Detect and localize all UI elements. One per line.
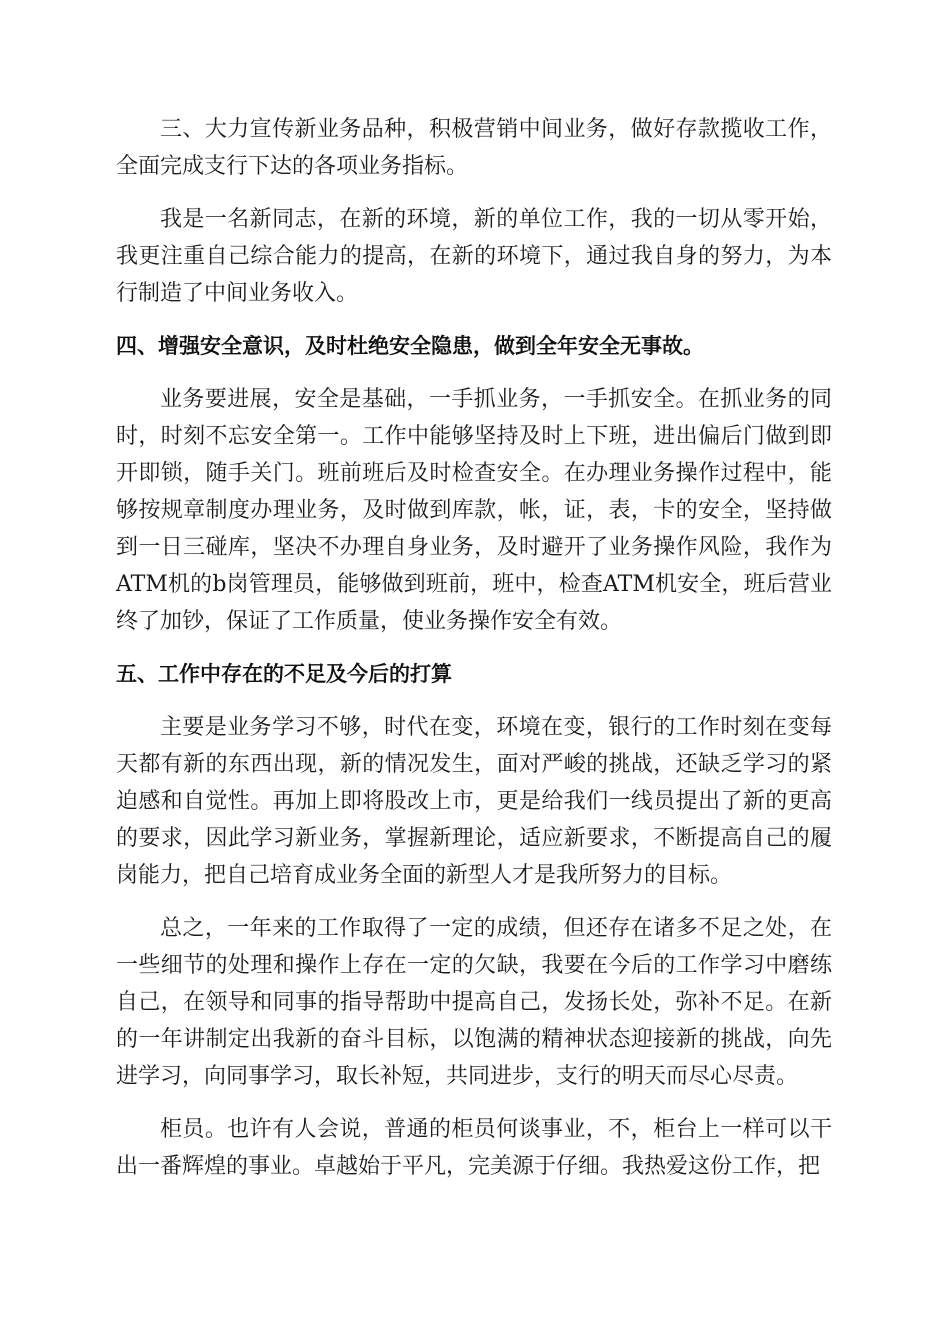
paragraph-safety: 业务要进展，安全是基础，一手抓业务，一手抓安全。在抓业务的同时，时刻不忘安全第一。工作中能够坚持及时上下班，进出偏后门做到即开即锁，随手关门。班前班后及时检查安全。在办理业务操作过程中，能够按规章制度办理业务，及时做到库款，帐，证，表，卡的安全，坚持做到一日三碰库，坚决不办理自身业务，及时避开了业务操作风险，我作为ATM机的b岗管理员，能够做到班前，班中，检查ATM机安全，班后营业终了加钞，保证了工作质量，使业务操作安全有效。 xyxy=(116,387,832,634)
paragraph-section-three: 三、大力宣传新业务品种，积极营销中间业务，做好存款揽收工作，全面完成支行下达的各项业务指标。 xyxy=(116,117,832,179)
document-body xyxy=(116,111,832,1201)
paragraph-summary: 总之，一年来的工作取得了一定的成绩，但还存在诸多不足之处，在一些细节的处理和操作上存在一定的欠缺，我要在今后的工作学习中磨练自己，在领导和同事的指导帮助中提高自己，发扬长处，弥补不足。在新的一年讲制定出我新的奋斗目标，以饱满的精神状态迎接新的挑战，向先进学习，向同事学习，取长补短，共同进步，支行的明天而尽心尽责。 xyxy=(116,916,832,1089)
heading-section-five: 五、工作中存在的不足及今后的打算 xyxy=(116,662,452,686)
paragraph-new-colleague: 我是一名新同志，在新的环境，新的单位工作，我的一切从零开始，我更注重自己综合能力的提高，在新的环境下，通过我自身的努力，为本行制造了中间业务收入。 xyxy=(116,207,832,306)
heading-section-four: 四、增强安全意识，及时杜绝安全隐患，做到全年安全无事故。 xyxy=(116,334,704,358)
paragraph-shortcomings: 主要是业务学习不够，时代在变，环境在变，银行的工作时刻在变每天都有新的东西出现，新的情况发生，面对严峻的挑战，还缺乏学习的紧迫感和自觉性。再加上即将股改上市，更是给我们一线员提出了新的更高的要求，因此学习新业务，掌握新理论，适应新要求，不断提高自己的履岗能力，把自己培育成业务全面的新型人才是我所努力的目标。 xyxy=(116,715,832,888)
paragraph-teller: 柜员。也许有人会说，普通的柜员何谈事业，不，柜台上一样可以干出一番辉煌的事业。卓越始于平凡，完美源于仔细。我热爱这份工作，把 xyxy=(116,1117,832,1179)
